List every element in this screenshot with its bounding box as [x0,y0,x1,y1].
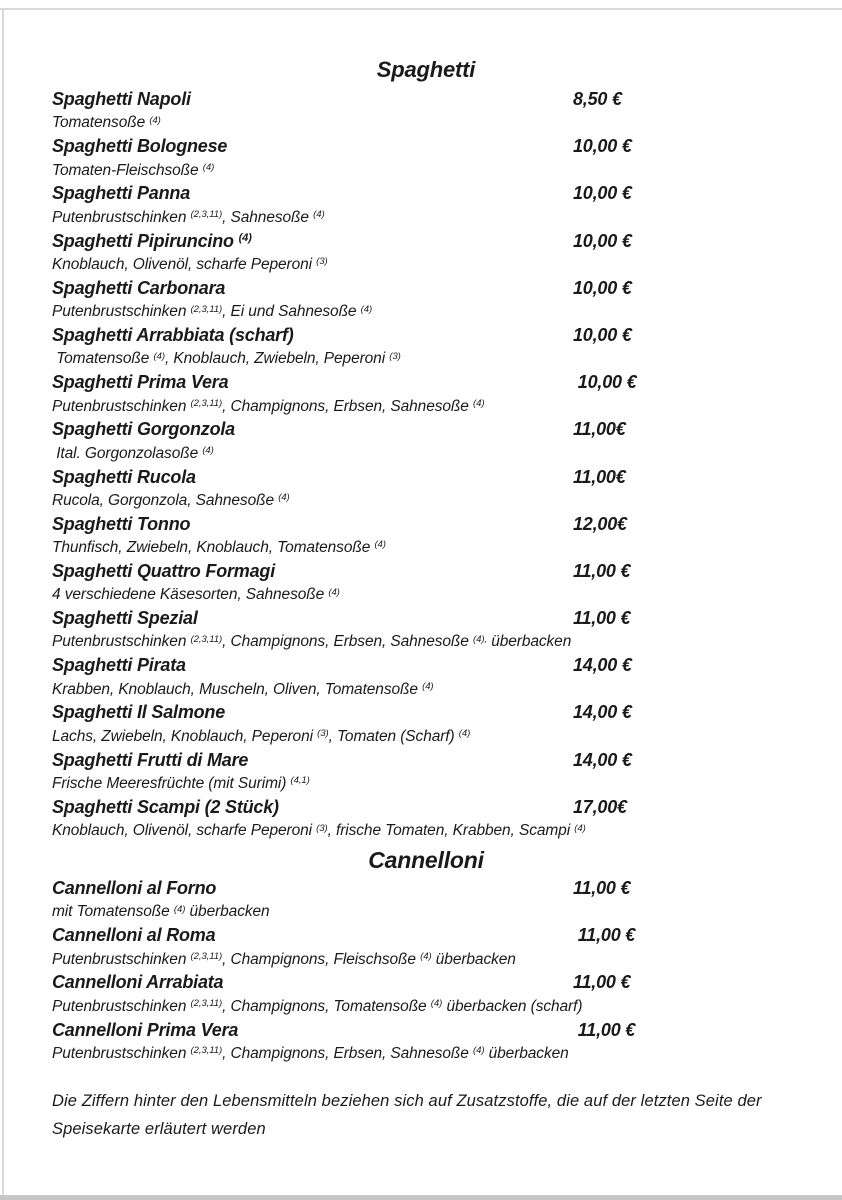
item-name: Cannelloni Arrabiata [52,972,224,993]
superscript-ref: (4) [328,586,340,598]
item-price: 11,00 € [573,972,631,993]
item-name: Spaghetti Pirata [52,655,186,676]
menu [52,52,800,1144]
menu-item [52,277,800,324]
section-items [52,877,800,1066]
superscript-ref: (2,3,11) [190,1045,223,1057]
superscript-ref: (4) [238,232,252,245]
item-name: Spaghetti Pipiruncino $^{(4)}$ [52,230,252,251]
item-price: 11,00 € [573,878,631,898]
superscript-ref: (2,3,11) [190,950,223,962]
superscript-ref: (3) [316,822,328,834]
item-name: Spaghetti Bolognese [52,136,228,157]
item-price: 8,50 € [573,89,622,109]
item-name: Spaghetti Panna [52,183,191,204]
superscript-ref: (3) [317,728,329,740]
item-description: Tomatensoße $^{(4)}$, Knoblauch, Zwiebeln, Peperoni $^{(3)}$ [52,350,401,368]
superscript-ref: (2,3,11) [190,303,223,315]
item-row [52,877,800,900]
page-edge-top [0,8,842,10]
superscript-ref: (2,3,11) [190,397,223,409]
item-row [52,277,800,300]
item-row [52,513,800,536]
superscript-ref: (4) [430,998,443,1010]
menu-item [52,513,800,560]
item-row [52,230,800,253]
superscript-ref: (4) [153,350,165,362]
item-row [52,607,800,630]
menu-item [52,654,800,701]
item-row [52,749,800,772]
superscript-ref: (4), [473,633,487,645]
menu-item [52,182,800,229]
footnote-line: Die Ziffern hinter den Lebensmitteln beziehen sich auf Zusatzstoffe, die auf der letzten Seite der [52,1091,762,1110]
item-name: Cannelloni al Forno [52,878,217,898]
menu-item [52,971,800,1018]
item-description: Putenbrustschinken $^{(2,3,11)}$, Champignons, Fleischsoße $^{(4)}$ überbacken [52,950,516,968]
footnote [52,1087,800,1144]
superscript-ref: (4) [278,492,290,504]
menu-item [52,607,800,654]
item-price: 11,00€ [573,466,626,487]
item-name: Spaghetti Carbonara [52,277,226,298]
item-name: Spaghetti Arrabbiata (scharf) [52,324,294,345]
superscript-ref: (2,3,11) [190,633,223,645]
item-price: 10,00 € [573,230,632,251]
menu-item [52,324,800,371]
page-edge-left [2,9,4,1195]
superscript-ref: (4) [574,822,586,834]
section-title: Spaghetti [376,57,476,82]
item-name: Spaghetti Gorgonzola [52,419,235,440]
superscript-ref: (4) [202,445,214,457]
item-name: Spaghetti Napoli [52,89,191,109]
superscript-ref: (2,3,11) [190,998,223,1010]
item-name: Spaghetti Scampi (2 Stück) [52,796,279,817]
section-title: Cannelloni [368,847,484,873]
item-description: Knoblauch, Olivenöl, scharfe Peperoni $^{(3)}$, frische Tomaten, Krabben, Scampi $^{(4)}$ [52,822,586,840]
item-description: Lachs, Zwiebeln, Knoblauch, Peperoni $^{(3)}$, Tomaten (Scharf) $^{(4)}$ [52,727,471,745]
menu-item [52,135,800,182]
item-row [52,560,800,583]
item-row [52,971,800,994]
item-description: Tomatensoße $^{(4)}$ [52,114,161,132]
item-name: Cannelloni Prima Vera [52,1019,239,1040]
item-row [52,371,800,394]
footnote-line: Speisekarte erläutert werden [52,1120,266,1139]
item-name: Spaghetti Il Salmone [52,702,226,723]
superscript-ref: (4) [473,397,485,409]
item-row [52,135,800,158]
item-row [52,466,800,489]
item-row [52,324,800,347]
item-name: Spaghetti Frutti di Mare [52,749,249,770]
item-row [52,796,800,819]
item-name: Spaghetti Prima Vera [52,372,229,393]
item-name: Cannelloni al Roma [52,925,216,946]
item-name: Spaghetti Rucola [52,466,196,487]
item-description: Rucola, Gorgonzola, Sahnesoße $^{(4)}$ [52,491,290,509]
superscript-ref: (4) [420,950,432,962]
item-description: Knoblauch, Olivenöl, scharfe Peperoni $^{(3)}$ [52,255,328,273]
item-description: mit Tomatensoße $^{(4)}$ überbacken [52,903,270,921]
item-price: 11,00 € [573,1019,636,1040]
menu-item [52,418,800,465]
item-description: Ital. Gorgonzolasoße $^{(4)}$ [52,444,214,462]
item-price: 11,00 € [573,560,631,581]
superscript-ref: (3) [316,256,328,268]
item-row [52,182,800,205]
superscript-ref: (4,1) [290,775,310,787]
menu-section [52,52,800,843]
item-price: 10,00 € [573,277,632,298]
item-description: Putenbrustschinken $^{(2,3,11)}$, Champignons, Erbsen, Sahnesoße $^{(4)}$ überbacken [52,1044,569,1062]
item-row [52,418,800,441]
menu-item [52,230,800,277]
superscript-ref: (4) [422,681,434,693]
item-price: 10,00 € [573,372,637,393]
superscript-ref: (3) [389,350,401,362]
menu-item [52,1019,800,1066]
menu-item [52,466,800,513]
item-row [52,654,800,677]
item-price: 14,00 € [573,702,632,723]
item-price: 10,00 € [573,183,632,204]
item-description: Krabben, Knoblauch, Muscheln, Oliven, Tomatensoße $^{(4)}$ [52,680,434,698]
superscript-ref: (4) [202,161,215,173]
item-description: Frische Meeresfrüchte (mit Surimi) $^{(4,1)}$ [52,775,310,793]
item-price: 11,00 € [573,925,636,946]
superscript-ref: (4) [374,539,386,551]
item-description: 4 verschiedene Käsesorten, Sahnesoße $^{(4)}$ [52,586,340,604]
item-price: 10,00 € [573,136,632,157]
item-price: 14,00 € [573,749,632,770]
section-items [52,88,800,843]
menu-section [52,843,800,1066]
menu-item [52,88,800,135]
item-price: 11,00 € [573,608,631,629]
item-price: 10,00 € [573,324,632,345]
item-row [52,701,800,724]
item-description: Putenbrustschinken $^{(2,3,11)}$, Champignons, Erbsen, Sahnesoße $^{(4)}$ [52,397,485,415]
page-edge-bottom [0,1195,842,1200]
superscript-ref: (4) [173,903,186,915]
item-row [52,924,800,947]
item-price: 11,00€ [573,419,626,440]
menu-item [52,701,800,748]
superscript-ref: (4) [149,114,161,126]
menu-item [52,924,800,971]
item-price: 14,00 € [573,655,632,676]
item-price: 12,00€ [573,513,627,534]
item-name: Spaghetti Tonno [52,513,191,534]
menu-item [52,749,800,796]
menu-item [52,371,800,418]
menu-item [52,796,800,843]
item-description: Putenbrustschinken $^{(2,3,11)}$, Champignons, Tomatensoße $^{(4)}$ überbacken (scharf) [52,997,583,1015]
item-description: Thunfisch, Zwiebeln, Knoblauch, Tomatensoße $^{(4)}$ [52,539,386,557]
item-description: Putenbrustschinken $^{(2,3,11)}$, Champignons, Erbsen, Sahnesoße $^{(4),}$ überbacken [52,633,572,651]
item-description: Putenbrustschinken $^{(2,3,11)}$, Sahnesoße $^{(4)}$ [52,208,325,226]
superscript-ref: (4) [473,1045,485,1057]
menu-item [52,877,800,924]
superscript-ref: (4) [313,209,325,221]
item-description: Tomaten-Fleischsoße $^{(4)}$ [52,161,215,179]
item-row [52,88,800,111]
item-description: Putenbrustschinken $^{(2,3,11)}$, Ei und Sahnesoße $^{(4)}$ [52,303,373,321]
superscript-ref: (4) [360,303,373,315]
item-row [52,1019,800,1042]
item-price: 17,00€ [573,796,627,817]
superscript-ref: (4) [458,728,471,740]
item-name: Spaghetti Quattro Formagi [52,560,276,581]
menu-item [52,560,800,607]
superscript-ref: (2,3,11) [190,209,223,221]
item-name: Spaghetti Spezial [52,608,198,629]
